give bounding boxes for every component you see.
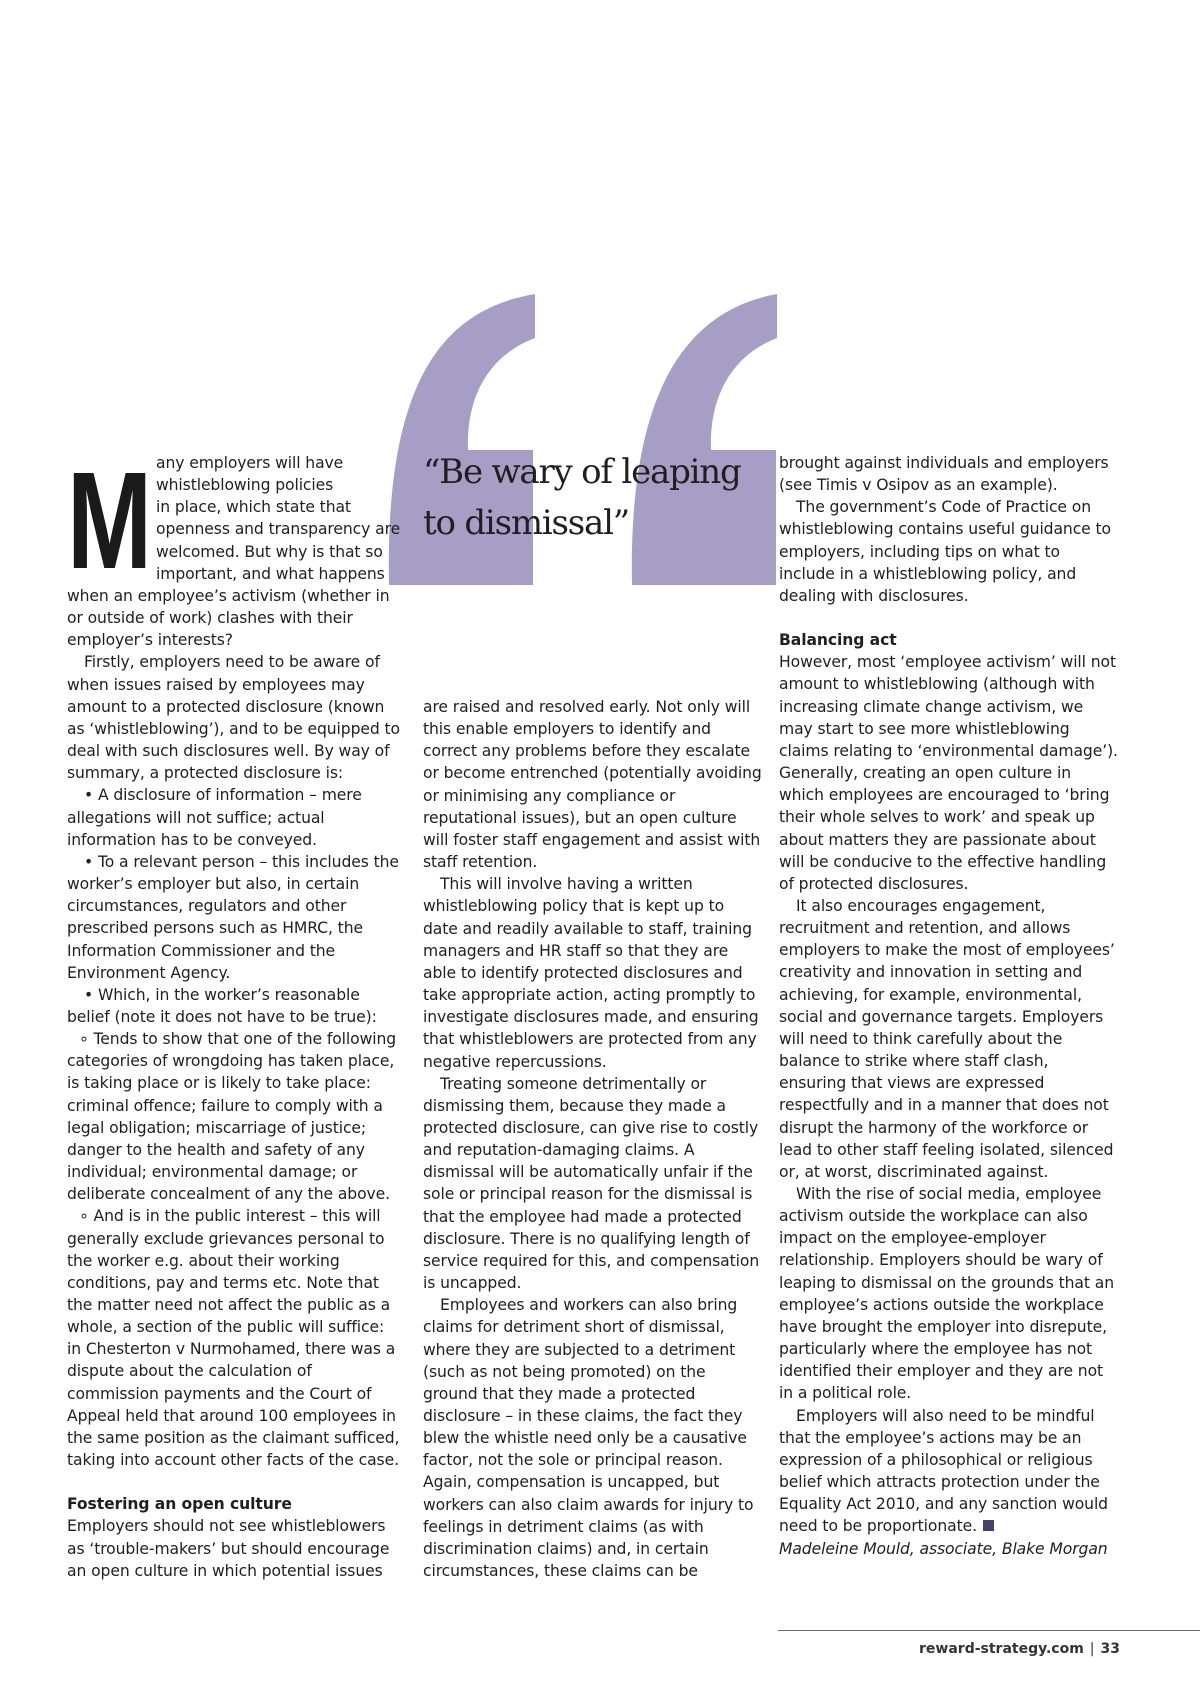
footer-separator: | <box>1089 1641 1095 1657</box>
footer-rule <box>778 1630 1200 1631</box>
bullet-item: • Which, in the worker’s reasonable belief (note it does not have to be true): <box>67 985 377 1026</box>
paragraph: Employees and workers can also bring claims for detriment short of dismissal, where they are subjected to a detriment (such as not being promoted) on the ground that they made a protected disclosure – in these claims, the fact they blew the whistle need only be a causative factor, not the sole or principal reason. Again, compensation is uncapped, but workers can also claim awards for injury to feelings in detriment claims (as with discrimination claims) and, in certain circumstances, these claims can be <box>423 1296 754 1581</box>
paragraph: It also encourages engagement, recruitment and retention, and allows employers to make the most of employees’ creativity and innovation in setting and achieving, for example, environmental, social and governance targets. Employers will need to think carefully about the balance to strike where staff clash, ensuring that views are expressed respectfully and in a manner that does not disrupt the harmony of the workforce or lead to other staff feeling isolated, silenced or, at worst, discriminated against. <box>779 896 1115 1181</box>
drop-cap: M <box>67 444 153 598</box>
intro-line: welcomed. But why is that so <box>156 542 383 561</box>
paragraph: Employers should not see whistleblowers as ‘trouble-makers’ but should encourage an open culture in which potential issues <box>67 1517 390 1580</box>
paragraph: This will involve having a written whistleblowing policy that is kept up to date and readily available to staff, training managers and HR staff so that they are able to identify protected disclosures and take appropriate action, acting promptly to investigate disclosures made, and ensuring that whistleblowers are protected from any negative repercussions. <box>423 875 759 1071</box>
bullet-item: • A disclosure of information – mere allegations will not suffice; actual information has to be conveyed. <box>67 786 362 849</box>
sub-bullet-item: ∘ Tends to show that one of the following categories of wrongdoing has taken place, is taking place or is likely to take place: criminal offence; failure to comply with a legal obligation; miscarriage of justice; danger to the health and safety of any individual; environmental damage; or deliberate concealment of any the above. <box>67 1030 397 1204</box>
intro-line: whistleblowing policies <box>156 476 334 495</box>
column-3 <box>779 452 1119 1560</box>
paragraph: The government’s Code of Practice on whistleblowing contains useful guidance to employers, including tips on what to include in a whistleblowing policy, and dealing with disclosures. <box>779 498 1111 605</box>
paragraph-last <box>779 1405 1119 1538</box>
paragraph: when an employee’s activism (whether in or outside of work) clashes with their employer’s interests? <box>67 587 390 650</box>
bullet-item: • To a relevant person – this includes the worker’s employer but also, in certain circumstances, regulators and other prescribed persons such as HMRC, the Information Commissioner and the Environment Agency. <box>67 852 399 982</box>
author-byline: Madeleine Mould, associate, Blake Morgan <box>779 1539 1108 1558</box>
paragraph: are raised and resolved early. Not only will this enable employers to identify and correct any problems before they escalate or become entrenched (potentially avoiding or minimising any compliance or reputational issues), but an open culture will foster staff engagement and assist with staff retention. <box>423 698 762 872</box>
section-heading: Fostering an open culture <box>67 1495 292 1514</box>
paragraph: Treating someone detrimentally or dismissing them, because they made a protected disclosure, can give rise to costly and reputation-damaging claims. A dismissal will be automatically unfair if the sole or principal reason for the dismissal is that the employee had made a protected disclosure. There is no qualifying length of service required for this, and compensation is uncapped. <box>423 1074 760 1293</box>
section-heading: Balancing act <box>779 631 897 650</box>
end-mark-square-icon <box>983 1520 994 1531</box>
intro-line: any employers will have <box>156 454 344 472</box>
column-2 <box>423 696 763 1582</box>
column-1 <box>67 585 402 1582</box>
intro-lines <box>156 452 406 585</box>
pull-quote: “Be wary of leaping to dismissal” <box>423 452 741 543</box>
footer-site: reward-strategy.com <box>919 1641 1084 1657</box>
intro-line: openness and transparency are <box>156 520 401 539</box>
paragraph: With the rise of social media, employee activism outside the workplace can also impact on the employee-employer relationship. Employers should be wary of leaping to dismissal on the grounds that an employee’s actions outside the workplace have brought the employer into disrepute, particularly where the employee has not identified their employer and they are not in a political role. <box>779 1185 1114 1403</box>
paragraph: brought against individuals and employers (see Timis v Osipov as an example). <box>779 454 1109 495</box>
page-footer <box>919 1641 1120 1657</box>
paragraph: However, most ‘employee activism’ will not amount to whistleblowing (although with increasing climate change activism, we may start to see more whistleblowing claims relating to ‘environmental damage’). Generally, creating an open culture in which employees are encouraged to ‘bring their whole selves to work’ and speak up about matters they are passionate about will be conducive to the effective handling of protected disclosures. <box>779 653 1118 893</box>
intro-line: in place, which state that <box>156 498 351 517</box>
intro-line: important, and what happens <box>156 564 385 583</box>
page-number: 33 <box>1100 1641 1120 1657</box>
sub-bullet-item: ∘ And is in the public interest – this will generally exclude grievances personal to the worker e.g. about their working conditions, pay and terms etc. Note that the matter need not affect the public as a whole, a section of the public will suffice: in Chesterton v Nurmohamed, there was a dispute about the calculation of commission payments and the Court of Appeal held that around 100 employees in the same position as the claimant sufficed, taking into account other facts of the case. <box>67 1207 400 1470</box>
paragraph-text: Employers will also need to be mindful that the employee’s actions may be an expression of a philosophical or religious belief which attracts protection under the Equality Act 2010, and any sanction would need to be proportionate. <box>779 1406 1108 1536</box>
paragraph: Firstly, employers need to be aware of when issues raised by employees may amount to a protected disclosure (known as ‘whistleblowing’), and to be equipped to deal with such disclosures well. By way of summary, a protected disclosure is: <box>67 653 400 783</box>
